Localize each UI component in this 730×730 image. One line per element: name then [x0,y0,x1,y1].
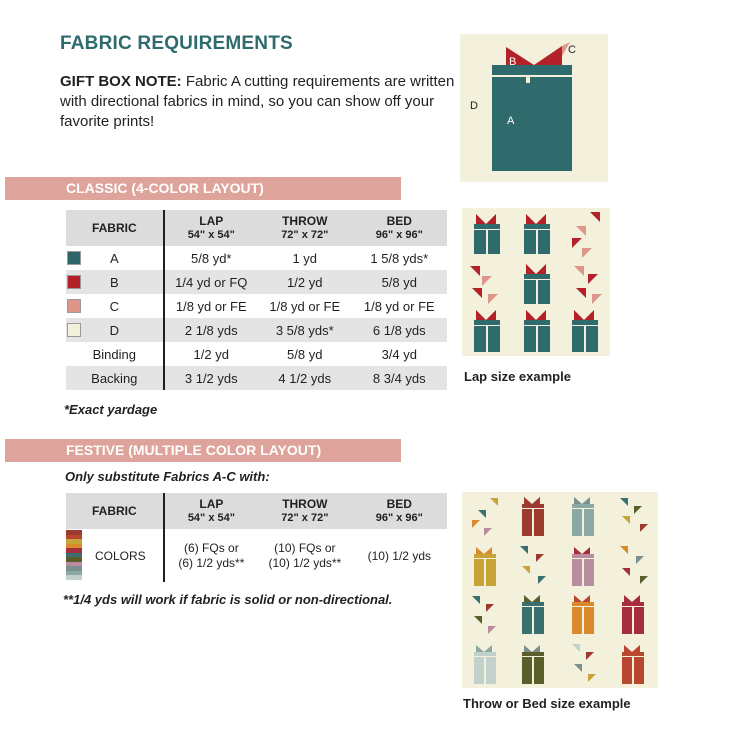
box-lid [492,65,572,75]
throw-example-caption: Throw or Bed size example [463,696,631,711]
swatch-c [67,299,81,313]
festive-header-row [66,493,447,529]
color-swatch-stack [66,530,82,580]
substitute-note: Only substitute Fabrics A-C with: [65,469,270,484]
col-lap: LAP 54" x 54" [164,210,258,246]
label-c: C [568,44,576,56]
col-lap: LAP 54" x 54" [164,493,258,529]
lap-example-quilt [462,208,610,356]
col-bed: BED 96" x 96" [352,210,447,246]
col-fabric: FABRIC [66,493,164,529]
label-b: B [509,56,517,68]
col-throw: THROW 72" x 72" [258,210,352,246]
swatch-d [67,323,81,337]
label-d: D [470,100,478,112]
color-swatch [66,575,82,580]
table-row: C 1/8 yd or FE 1/8 yd or FE 1/8 yd or FE [66,294,447,318]
col-fabric: FABRIC [66,210,164,246]
note-text: Fabric A cutting requirements are written with directional fabrics in mind, so you can show off your favorite prints! [60,73,455,130]
table-row: Binding 1/2 yd 5/8 yd 3/4 yd [66,342,447,366]
festive-heading: FESTIVE (MULTIPLE COLOR LAYOUT) [5,439,401,462]
table-row: COLORS (6) FQs or (6) 1/2 yds** (10) FQs or (10) 1/2 yds** (10) 1/2 yds [66,529,447,582]
festive-table [66,493,447,582]
col-throw: THROW 72" x 72" [258,493,352,529]
classic-table [66,210,447,390]
col-bed: BED 96" x 96" [352,493,447,529]
table-row: B 1/4 yd or FQ 1/2 yd 5/8 yd [66,270,447,294]
page-title: FABRIC REQUIREMENTS [60,33,293,54]
table-row: A 5/8 yd* 1 yd 1 5/8 yds* [66,246,447,270]
quarter-yard-note: **1/4 yds will work if fabric is solid or non-directional. [63,592,393,607]
box-right [530,77,572,171]
table-row: D 2 1/8 yds 3 5/8 yds* 6 1/8 yds [66,318,447,342]
lap-example-caption: Lap size example [464,369,571,384]
exact-yardage-note: *Exact yardage [64,402,158,417]
table-row: Backing 3 1/2 yds 4 1/2 yds 8 3/4 yds [66,366,447,390]
classic-heading: CLASSIC (4-COLOR LAYOUT) [5,177,401,200]
swatch-a [67,251,81,265]
label-a: A [507,115,515,127]
swatch-b [67,275,81,289]
classic-header-row [66,210,447,246]
gift-box-note [60,72,460,132]
box-ribbon [526,83,530,171]
throw-example-quilt [462,492,658,688]
note-lead: GIFT BOX NOTE: [60,73,182,90]
block-diagram [460,34,608,182]
